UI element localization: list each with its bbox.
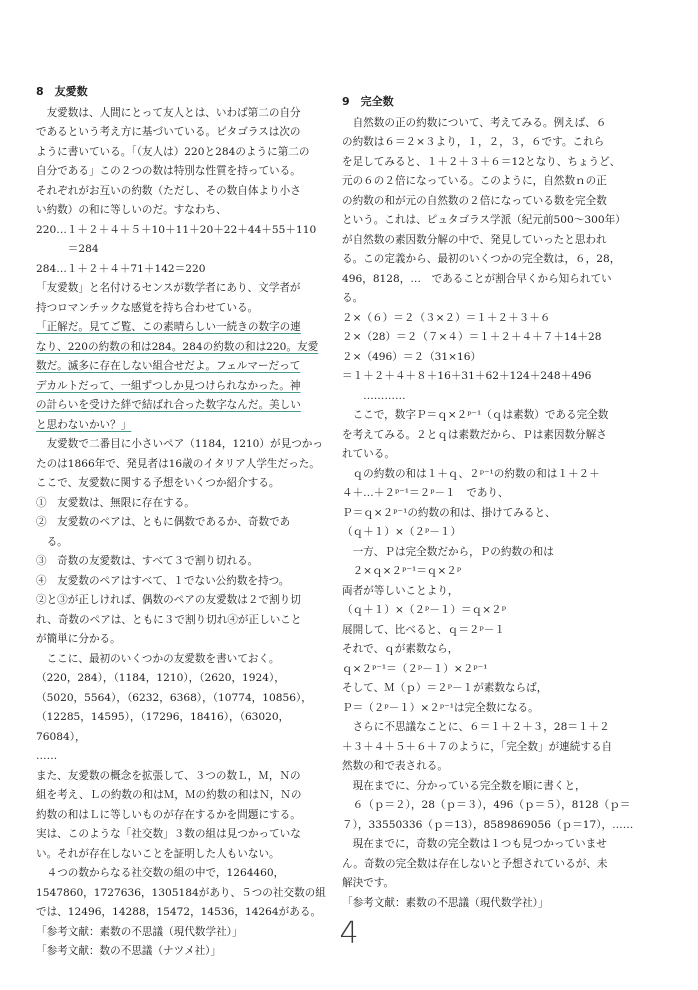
text-line: 一方、Ｐは完全数だから，Ｐの約数の和は [342,545,554,558]
text-line: 実は、このような「社交数」３数の組は見つかっていな [36,828,301,840]
text-line: 「正解だ。見てご覧、この素晴らしい一続きの数字の連 [36,321,301,333]
text-line: そして、Ｍ（ｐ）＝２ᵖ－１が素数ならば， [342,682,548,694]
text-line: 自分である」この２つの数は特別な性質を持っている。 [36,165,301,177]
text-line: ｑ×２ᵖ⁻¹＝（２ᵖ－１）×２ᵖ⁻¹ [342,662,488,675]
text-line: 現在までに，奇数の完全数は１つも見つかっていませ [342,838,607,850]
text-line: （ｑ＋１）×（２ᵖ－１） [342,526,462,538]
text-line: （5020，5564），（6232，6368），（10774，10856）， [36,691,312,704]
text-line: 「友愛数」と名付けるセンスが数学者にあり、文学者が [36,282,301,294]
text-line: さらに不思議なことに、６＝１＋２＋３，28＝１＋２ [342,721,610,733]
text-line: 数だ。滅多に存在しない組合せだよ。フェルマーだって [36,360,301,372]
text-line: い。それが存在しないことを証明した人もいない。 [36,847,280,860]
text-line: ん。奇数の完全数は存在しないと予想されているが、未 [342,857,608,870]
text-line: では、12496，14288，15472，14536，14264がある。 [36,906,322,918]
right-column [342,82,662,913]
text-line: なり、220の約数の和は284。284の約数の和は220。友愛 [36,340,319,353]
text-line: を足してみると、１＋２＋３＋６＝12となり、ちょうど、 [342,155,621,168]
text-line: 220…１＋２＋４＋５＋10＋11＋20＋22＋44＋55＋110 [36,223,317,236]
text-line: 496，8128，… であることが割合早くから知られてい [342,272,612,285]
text-line: ２×（６）＝２（３×２）＝１＋２＋３＋６ [342,311,551,324]
text-line: を考えてみる。２とｑは素数だから、Ｐは素因数分解さ [342,428,607,441]
text-line: Ｐ＝（２ᵖ－１）×２ᵖ⁻¹は完全数になる。 [342,701,539,714]
text-line: 然数の和で表される。 [342,760,448,772]
text-line: の約数の和が元の自然数の２倍になっている数を完全数 [342,194,607,207]
left-column-text [36,104,332,962]
text-line: ２×（28）＝２（７×４）＝１＋２＋４＋７＋14＋28 [342,331,602,343]
text-line: 284…１＋２＋４＋71＋142＝220 [36,262,206,275]
text-line: ここに、最初のいくつかの友愛数を書いておく。 [36,652,280,665]
text-line: （ｑ＋１）×（２ᵖ－１）＝ｑ×２ᵖ [342,604,506,616]
text-line: の約数は６＝２×３より，１，２，３，６です。これら [342,136,605,148]
text-line: ④ 友愛数のペアはすべて、１でない公約数を持つ。 [36,574,290,587]
text-line: ７），33550336（ｐ＝13），8589869056（ｐ＝17），…… [342,818,634,831]
text-line: Ｐ＝ｑ×２ᵖ⁻¹の約数の和は、掛けてみると、 [342,506,556,519]
text-line: る。 [36,535,68,548]
text-line: ＋３＋４＋５＋６＋７のように，「完全数」が連続する自 [342,740,613,753]
text-line: ４つの数からなる社交数の組の中で，1264460， [36,867,285,879]
text-line: 友愛数で二番目に小さいペア（1184，1210）が見つかっ [36,438,323,450]
text-line: ｑの約数の和は１＋ｑ、２ᵖ⁻¹の約数の和は１＋２＋ [342,467,600,480]
right-column-text [342,114,662,914]
text-line: （12285，14595），（17296，18416），（63020，76084）， [36,711,290,743]
text-line: 1547860，1727636，1305184があり、５つの社交数の組 [36,886,326,899]
text-line: る。 [342,292,364,304]
text-line: （220，284），（1184，1210），（2620，1924）， [36,672,285,684]
text-line: ４＋…＋２ᵖ⁻¹＝２ᵖ－１ であり、 [342,487,509,499]
text-line: であるという考え方に基づいている。ピタゴラスは次の [36,126,301,138]
text-line: 持つロマンチックな感覚を持ち合わせている。 [36,301,259,314]
text-line: 「参考文献：素数の不思議（現代数学社）」 [36,925,243,938]
text-line: れている。 [342,448,395,460]
text-line: ＝１＋２＋４＋８＋16＋31＋62＋124＋248＋496 [342,370,592,382]
text-line: という。これは、ピュタゴラス学派（紀元前500～300年） [342,214,626,226]
text-line: ここで、友愛数に関する予想をいくつか紹介する。 [36,477,280,489]
text-line: …… [36,750,58,762]
section-heading-amicable-numbers: 8 友愛数 [36,85,88,98]
text-line: 「参考文献：数の不思議（ナツメ社）」 [36,945,222,957]
text-line: 自然数の正の約数について、考えてみる。例えば、６ [342,116,607,129]
text-line: が自然数の素因数分解の中で、発見していったと思われ [342,233,607,246]
left-column [36,82,332,962]
text-line: ここで，数字Ｐ＝ｑ×２ᵖ⁻¹（ｑは素数）である完全数 [342,409,609,421]
text-line: と思わないかい？」 [36,418,132,431]
text-line: 元の６の２倍になっている。このように，自然数ｎの正 [342,175,607,187]
text-line: たのは1866年で、発見者は16歳のイタリア人学生だった。 [36,457,320,470]
text-line: 組を考え、Ｌの約数の和はＭ，Ｍの約数の和はＮ，Ｎの [36,789,302,801]
text-line: デカルトだって、一組ずつしか見つけられなかった。神 [36,379,301,392]
text-line: ２×ｑ×２ᵖ⁻¹＝ｑ×２ᵖ [342,565,462,577]
text-line: ６（ｐ＝２），28（ｐ＝３），496（ｐ＝５），8128（ｐ＝ [342,799,631,811]
section-heading-perfect-numbers: 9 完全数 [342,95,394,108]
text-line: る。この定義から、最初のいくつかの完全数は，６，28， [342,253,621,265]
text-line: の計らいを受けた絆で結ばれ合った数字なんだ。美しい [36,399,301,411]
text-line: ②と③が正しければ、偶数のペアの友愛数は２で割り切 [36,594,301,606]
text-line: が簡単に分かる。 [36,633,121,645]
text-line: 友愛数は、人間にとって友人とは、いわば第二の自分 [36,106,301,119]
text-line: ② 友愛数のペアは、ともに偶数であるか、奇数であ [36,516,291,528]
text-line: れ、奇数のペアは、ともに３で割り切れ④が正しいこと [36,613,302,626]
text-line: それで、ｑが素数なら， [342,643,459,655]
text-line: 「参考文献：素数の不思議（現代数学社）」 [342,896,549,909]
text-line: ③ 奇数の友愛数は、すべて３で割り切れる。 [36,555,259,567]
text-line: ように書いている。「（友人は）220と284のように第二の [36,145,310,158]
text-line: 展開して、比べると、ｑ＝２ᵖ－１ [342,623,505,636]
text-line: 両者が等しいことより， [342,584,459,597]
text-line: ２×（496）＝２（31×16） [342,350,482,363]
text-line: また、友愛数の概念を拡張して、３つの数Ｌ，Ｍ，Ｎの [36,769,301,782]
text-line: ………… [342,389,406,402]
text-line: 約数の和はＬに等しいものが存在するかを問題にする。 [36,808,301,821]
text-line: 解決です。 [342,877,395,889]
text-line: それぞれがお互いの約数（ただし、その数自体より小さ [36,184,301,197]
text-line: い約数）の和に等しいのだ。すなわち、 [36,204,227,216]
text-line: 現在までに、分かっている完全数を順に書くと， [342,779,586,792]
text-line: ① 友愛数は、無限に存在する。 [36,496,195,509]
text-line: ＝284 [36,243,99,255]
page-number: 4 [339,916,359,951]
